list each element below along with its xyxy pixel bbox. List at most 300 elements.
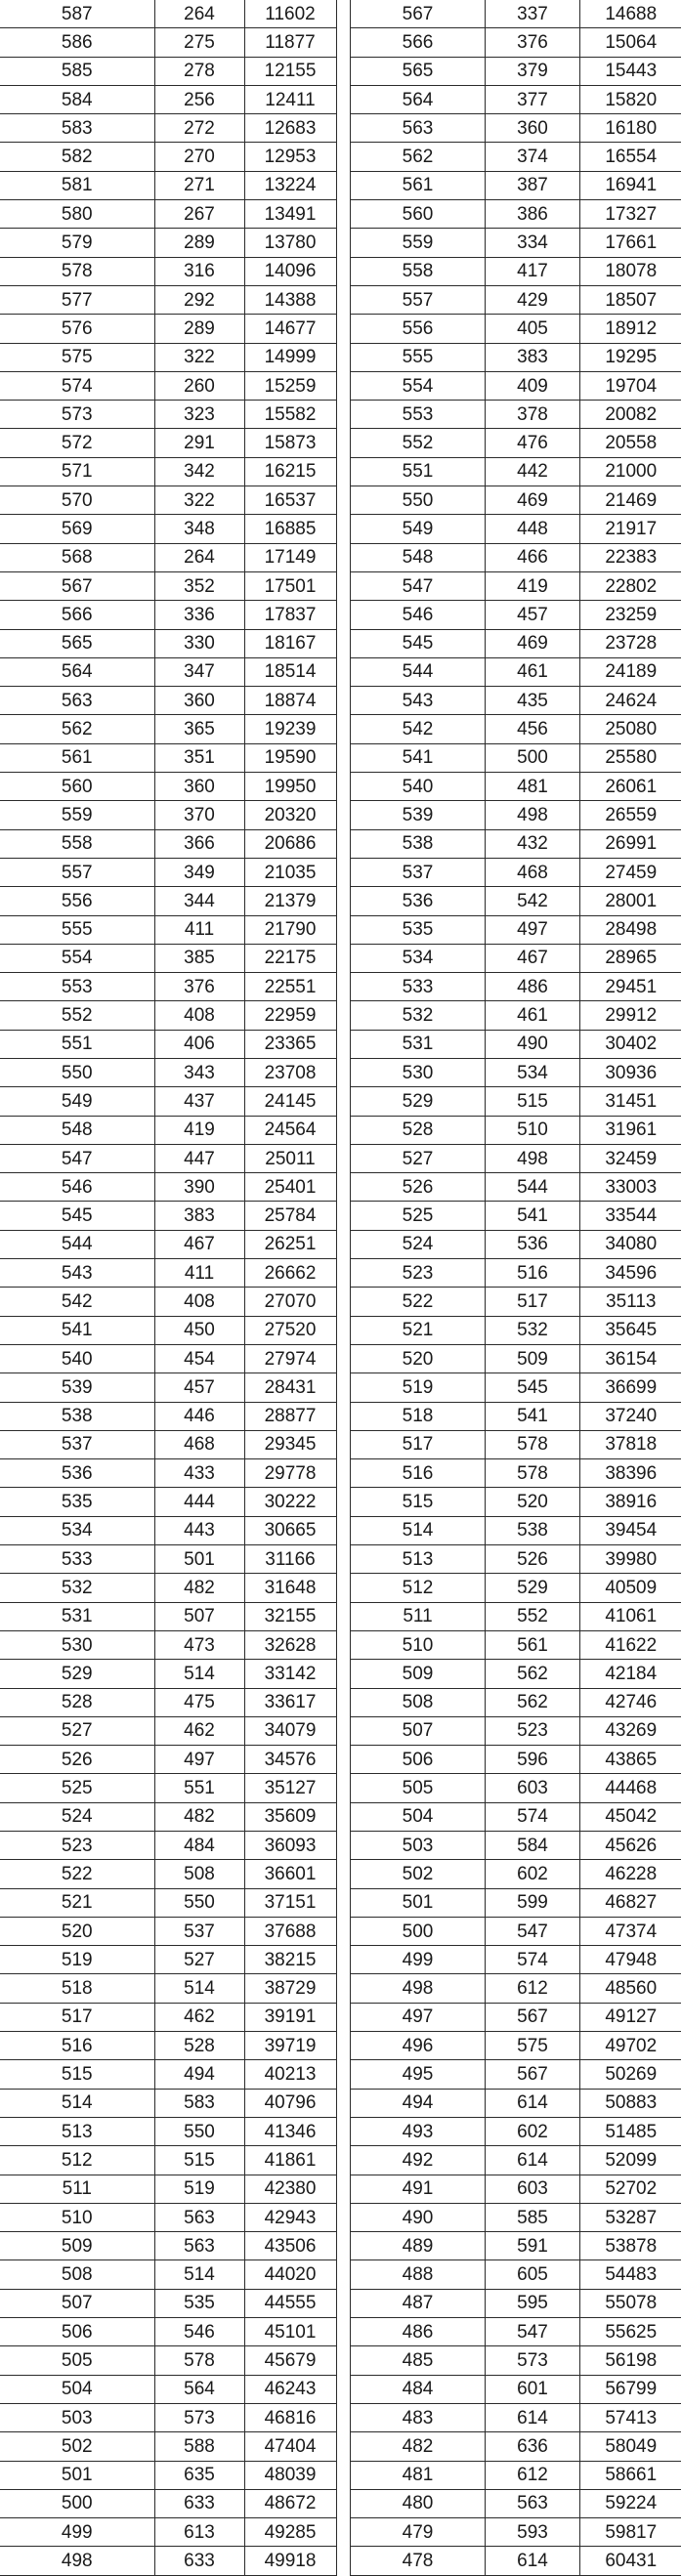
score-cell: 498 (0, 2547, 154, 2575)
score-cell: 511 (0, 2175, 154, 2203)
cumulative-cell: 25080 (580, 715, 681, 743)
score-cell: 515 (0, 2060, 154, 2089)
score-cell: 515 (351, 1488, 486, 1516)
count-cell: 584 (486, 1832, 580, 1860)
count-cell: 482 (154, 1802, 244, 1831)
score-cell: 516 (0, 2032, 154, 2060)
score-cell: 496 (351, 2032, 486, 2060)
score-cell: 505 (0, 2346, 154, 2375)
score-cell: 498 (351, 1974, 486, 2003)
count-cell: 552 (486, 1602, 580, 1630)
count-cell: 561 (486, 1630, 580, 1659)
cumulative-cell: 35113 (580, 1288, 681, 1316)
score-cell: 557 (351, 285, 486, 314)
table-row (351, 1402, 681, 1430)
count-cell: 542 (486, 887, 580, 915)
cumulative-cell: 45042 (580, 1802, 681, 1831)
count-cell: 591 (486, 2232, 580, 2260)
score-cell: 519 (0, 1946, 154, 1974)
score-cell: 524 (351, 1230, 486, 1258)
score-cell: 537 (351, 858, 486, 886)
score-cell: 503 (351, 1832, 486, 1860)
score-cell: 543 (0, 1259, 154, 1288)
count-cell: 446 (154, 1402, 244, 1430)
table-row (351, 143, 681, 171)
cumulative-cell: 46228 (580, 1860, 681, 1888)
table-row (351, 457, 681, 486)
cumulative-cell: 40509 (580, 1574, 681, 1602)
score-cell: 582 (0, 143, 154, 171)
cumulative-cell: 16941 (580, 171, 681, 199)
count-cell: 378 (486, 401, 580, 429)
score-cell: 483 (351, 2403, 486, 2431)
score-cell: 502 (351, 1860, 486, 1888)
count-cell: 433 (154, 1459, 244, 1488)
cumulative-cell: 25401 (244, 1173, 336, 1202)
score-cell: 482 (351, 2432, 486, 2461)
score-cell: 556 (0, 887, 154, 915)
table-row (351, 2003, 681, 2031)
count-cell: 494 (154, 2060, 244, 2089)
score-cell: 518 (351, 1402, 486, 1430)
count-cell: 528 (154, 2032, 244, 2060)
count-cell: 457 (486, 601, 580, 629)
table-row (351, 2318, 681, 2346)
cumulative-cell: 12155 (244, 57, 336, 85)
count-cell: 467 (486, 944, 580, 972)
table-row (351, 1746, 681, 1774)
table-row (0, 2232, 336, 2260)
cumulative-cell: 33003 (580, 1173, 681, 1202)
count-cell: 383 (486, 343, 580, 371)
count-cell: 526 (486, 1545, 580, 1574)
score-cell: 542 (0, 1288, 154, 1316)
cumulative-cell: 31166 (244, 1545, 336, 1574)
table-row (0, 1087, 336, 1116)
cumulative-cell: 59817 (580, 2518, 681, 2547)
table-row (351, 1946, 681, 1974)
count-cell: 387 (486, 171, 580, 199)
cumulative-cell: 20082 (580, 401, 681, 429)
cumulative-cell: 39719 (244, 2032, 336, 2060)
score-cell: 578 (0, 257, 154, 285)
score-cell: 540 (0, 1344, 154, 1372)
table-row (351, 1116, 681, 1144)
count-cell: 486 (486, 973, 580, 1001)
cumulative-cell: 42943 (244, 2203, 336, 2231)
cumulative-cell: 26061 (580, 773, 681, 801)
score-cell: 568 (0, 543, 154, 571)
score-cell: 552 (351, 429, 486, 457)
count-cell: 636 (486, 2432, 580, 2461)
score-cell: 565 (351, 57, 486, 85)
cumulative-cell: 27520 (244, 1316, 336, 1344)
cumulative-cell: 30936 (580, 1058, 681, 1086)
table-row (0, 571, 336, 600)
score-cell: 541 (0, 1316, 154, 1344)
count-cell: 574 (486, 1802, 580, 1831)
cumulative-cell: 21790 (244, 915, 336, 944)
score-cell: 514 (0, 2089, 154, 2117)
count-cell: 546 (154, 2318, 244, 2346)
table-row (351, 1688, 681, 1716)
table-row (0, 285, 336, 314)
cumulative-cell: 21035 (244, 858, 336, 886)
table-row (0, 457, 336, 486)
score-cell: 512 (351, 1574, 486, 1602)
score-cell: 532 (0, 1574, 154, 1602)
count-cell: 376 (154, 973, 244, 1001)
score-cell: 509 (0, 2232, 154, 2260)
cumulative-cell: 34596 (580, 1259, 681, 1288)
score-cell: 580 (0, 200, 154, 229)
table-row (0, 1430, 336, 1458)
score-cell: 558 (0, 829, 154, 858)
cumulative-cell: 38916 (580, 1488, 681, 1516)
table-row (351, 2432, 681, 2461)
table-row (0, 2375, 336, 2403)
cumulative-cell: 28498 (580, 915, 681, 944)
cumulative-cell: 14688 (580, 0, 681, 28)
cumulative-cell: 46827 (580, 1888, 681, 1917)
score-cell: 526 (351, 1173, 486, 1202)
count-cell: 501 (154, 1545, 244, 1574)
table-row (351, 2175, 681, 2203)
table-row (351, 343, 681, 371)
table-row (351, 1516, 681, 1544)
table-row (0, 1173, 336, 1202)
cumulative-cell: 12411 (244, 85, 336, 113)
count-cell: 527 (154, 1946, 244, 1974)
cumulative-cell: 36154 (580, 1344, 681, 1372)
count-cell: 411 (154, 1259, 244, 1288)
score-cell: 484 (351, 2375, 486, 2403)
score-cell: 510 (0, 2203, 154, 2231)
cumulative-cell: 44468 (580, 1774, 681, 1802)
cumulative-cell: 22175 (244, 944, 336, 972)
table-row (0, 257, 336, 285)
count-cell: 406 (154, 1030, 244, 1058)
cumulative-cell: 41061 (580, 1602, 681, 1630)
table-row (0, 2461, 336, 2489)
score-cell: 504 (0, 2375, 154, 2403)
count-cell: 432 (486, 829, 580, 858)
count-cell: 596 (486, 1746, 580, 1774)
cumulative-cell: 53878 (580, 2232, 681, 2260)
score-cell: 522 (0, 1860, 154, 1888)
table-row (0, 1459, 336, 1488)
cumulative-cell: 15064 (580, 28, 681, 57)
score-cell: 556 (351, 315, 486, 343)
count-cell: 409 (486, 371, 580, 400)
score-cell: 516 (351, 1459, 486, 1488)
score-cell: 526 (0, 1746, 154, 1774)
count-cell: 408 (154, 1288, 244, 1316)
count-cell: 467 (154, 1230, 244, 1258)
cumulative-cell: 20320 (244, 801, 336, 829)
table-row (351, 257, 681, 285)
score-cell: 542 (351, 715, 486, 743)
table-row (351, 571, 681, 600)
table-row (351, 1660, 681, 1688)
cumulative-cell: 37688 (244, 1917, 336, 1945)
score-cell: 535 (0, 1488, 154, 1516)
score-cell: 544 (0, 1230, 154, 1258)
score-cell: 540 (351, 773, 486, 801)
count-cell: 500 (486, 743, 580, 772)
cumulative-cell: 36601 (244, 1860, 336, 1888)
table-row (0, 401, 336, 429)
score-cell: 560 (351, 200, 486, 229)
table-row (0, 2547, 336, 2575)
cumulative-cell: 33142 (244, 1660, 336, 1688)
table-row (0, 2260, 336, 2289)
cumulative-cell: 23708 (244, 1058, 336, 1086)
table-row (351, 401, 681, 429)
table-row (0, 1946, 336, 1974)
count-cell: 523 (486, 1716, 580, 1745)
table-row (0, 1259, 336, 1288)
cumulative-cell: 17661 (580, 229, 681, 257)
count-cell: 508 (154, 1860, 244, 1888)
table-row (351, 28, 681, 57)
table-row (351, 2117, 681, 2145)
count-cell: 429 (486, 285, 580, 314)
score-cell: 506 (351, 1746, 486, 1774)
cumulative-cell: 17501 (244, 571, 336, 600)
count-cell: 490 (486, 1030, 580, 1058)
score-cell: 559 (351, 229, 486, 257)
cumulative-cell: 15582 (244, 401, 336, 429)
cumulative-cell: 31961 (580, 1116, 681, 1144)
cumulative-cell: 19950 (244, 773, 336, 801)
count-cell: 292 (154, 285, 244, 314)
score-cell: 517 (351, 1430, 486, 1458)
cumulative-cell: 19239 (244, 715, 336, 743)
cumulative-cell: 30402 (580, 1030, 681, 1058)
cumulative-cell: 41861 (244, 2146, 336, 2175)
score-cell: 539 (0, 1373, 154, 1402)
cumulative-cell: 23259 (580, 601, 681, 629)
score-cell: 545 (0, 1202, 154, 1230)
table-row (0, 1316, 336, 1344)
cumulative-cell: 26559 (580, 801, 681, 829)
score-cell: 544 (351, 657, 486, 686)
score-table-right (350, 0, 681, 2576)
count-cell: 336 (154, 601, 244, 629)
table-row (0, 1030, 336, 1058)
count-cell: 514 (154, 2260, 244, 2289)
cumulative-cell: 43506 (244, 2232, 336, 2260)
cumulative-cell: 29912 (580, 1001, 681, 1030)
cumulative-cell: 33544 (580, 1202, 681, 1230)
cumulative-cell: 14388 (244, 285, 336, 314)
table-row (0, 1373, 336, 1402)
cumulative-cell: 33617 (244, 1688, 336, 1716)
count-cell: 347 (154, 657, 244, 686)
score-cell: 571 (0, 457, 154, 486)
count-cell: 343 (154, 1058, 244, 1086)
cumulative-cell: 16554 (580, 143, 681, 171)
table-row (351, 57, 681, 85)
score-cell: 533 (0, 1545, 154, 1574)
cumulative-cell: 37151 (244, 1888, 336, 1917)
score-cell: 553 (351, 401, 486, 429)
table-row (0, 2003, 336, 2031)
count-cell: 614 (486, 2403, 580, 2431)
score-cell: 574 (0, 371, 154, 400)
table-row (0, 915, 336, 944)
cumulative-cell: 45626 (580, 1832, 681, 1860)
count-cell: 538 (486, 1516, 580, 1544)
cumulative-cell: 27459 (580, 858, 681, 886)
count-cell: 547 (486, 1917, 580, 1945)
count-cell: 633 (154, 2489, 244, 2517)
score-cell: 478 (351, 2547, 486, 2575)
table-row (0, 1230, 336, 1258)
score-cell: 585 (0, 57, 154, 85)
count-cell: 595 (486, 2289, 580, 2317)
count-cell: 574 (486, 1946, 580, 1974)
score-cell: 523 (0, 1832, 154, 1860)
score-cell: 546 (351, 601, 486, 629)
score-cell: 512 (0, 2146, 154, 2175)
count-cell: 614 (486, 2547, 580, 2575)
table-row (351, 315, 681, 343)
count-cell: 536 (486, 1230, 580, 1258)
table-row (351, 887, 681, 915)
count-cell: 593 (486, 2518, 580, 2547)
score-cell: 545 (351, 629, 486, 657)
table-row (351, 1917, 681, 1945)
score-cell: 579 (0, 229, 154, 257)
cumulative-cell: 44020 (244, 2260, 336, 2289)
table-row (351, 2289, 681, 2317)
count-cell: 476 (486, 429, 580, 457)
cumulative-cell: 22383 (580, 543, 681, 571)
table-row (0, 1716, 336, 1745)
table-row (0, 1660, 336, 1688)
count-cell: 532 (486, 1316, 580, 1344)
cumulative-cell: 24564 (244, 1116, 336, 1144)
count-cell: 498 (486, 1144, 580, 1172)
cumulative-cell: 41346 (244, 2117, 336, 2145)
count-cell: 507 (154, 1602, 244, 1630)
count-cell: 601 (486, 2375, 580, 2403)
table-row (351, 1202, 681, 1230)
table-row (0, 1344, 336, 1372)
score-cell: 584 (0, 85, 154, 113)
cumulative-cell: 17837 (244, 601, 336, 629)
count-cell: 481 (486, 773, 580, 801)
table-row (0, 171, 336, 199)
score-cell: 572 (0, 429, 154, 457)
count-cell: 475 (154, 1688, 244, 1716)
count-cell: 469 (486, 629, 580, 657)
score-cell: 507 (351, 1716, 486, 1745)
cumulative-cell: 30665 (244, 1516, 336, 1544)
score-cell: 577 (0, 285, 154, 314)
count-cell: 519 (154, 2175, 244, 2203)
count-cell: 419 (486, 571, 580, 600)
cumulative-cell: 47948 (580, 1946, 681, 1974)
score-cell: 549 (0, 1087, 154, 1116)
cumulative-cell: 55625 (580, 2318, 681, 2346)
count-cell: 602 (486, 2117, 580, 2145)
score-cell: 562 (0, 715, 154, 743)
score-cell: 501 (351, 1888, 486, 1917)
table-row (351, 1288, 681, 1316)
score-cell: 550 (351, 486, 486, 515)
cumulative-cell: 47374 (580, 1917, 681, 1945)
score-cell: 543 (351, 687, 486, 715)
count-cell: 322 (154, 343, 244, 371)
score-cell: 583 (0, 114, 154, 143)
score-cell: 538 (351, 829, 486, 858)
score-cell: 551 (351, 457, 486, 486)
count-cell: 291 (154, 429, 244, 457)
score-cell: 566 (351, 28, 486, 57)
count-cell: 275 (154, 28, 244, 57)
cumulative-cell: 46243 (244, 2375, 336, 2403)
table-row (0, 1602, 336, 1630)
count-cell: 482 (154, 1574, 244, 1602)
cumulative-cell: 59224 (580, 2489, 681, 2517)
cumulative-cell: 28001 (580, 887, 681, 915)
score-cell: 489 (351, 2232, 486, 2260)
count-cell: 360 (154, 773, 244, 801)
score-cell: 541 (351, 743, 486, 772)
count-cell: 365 (154, 715, 244, 743)
score-cell: 525 (0, 1774, 154, 1802)
score-cell: 509 (351, 1660, 486, 1688)
count-cell: 456 (486, 715, 580, 743)
count-cell: 515 (154, 2146, 244, 2175)
cumulative-cell: 34576 (244, 1746, 336, 1774)
count-cell: 575 (486, 2032, 580, 2060)
score-cell: 488 (351, 2260, 486, 2289)
table-row (351, 1316, 681, 1344)
cumulative-cell: 32628 (244, 1630, 336, 1659)
cumulative-cell: 11602 (244, 0, 336, 28)
cumulative-cell: 49285 (244, 2518, 336, 2547)
count-cell: 390 (154, 1173, 244, 1202)
score-cell: 513 (0, 2117, 154, 2145)
table-row (0, 85, 336, 113)
table-row (0, 743, 336, 772)
table-row (351, 1602, 681, 1630)
count-cell: 360 (154, 687, 244, 715)
count-cell: 516 (486, 1259, 580, 1288)
table-row (351, 1344, 681, 1372)
table-row (0, 229, 336, 257)
count-cell: 342 (154, 457, 244, 486)
count-cell: 614 (486, 2089, 580, 2117)
count-cell: 544 (486, 1173, 580, 1202)
count-cell: 271 (154, 171, 244, 199)
table-row (0, 543, 336, 571)
count-cell: 289 (154, 229, 244, 257)
table-row (351, 85, 681, 113)
count-cell: 289 (154, 315, 244, 343)
table-row (0, 2289, 336, 2317)
table-row (0, 944, 336, 972)
score-cell: 528 (0, 1688, 154, 1716)
cumulative-cell: 21469 (580, 486, 681, 515)
count-cell: 408 (154, 1001, 244, 1030)
cumulative-cell: 40213 (244, 2060, 336, 2089)
count-cell: 450 (154, 1316, 244, 1344)
